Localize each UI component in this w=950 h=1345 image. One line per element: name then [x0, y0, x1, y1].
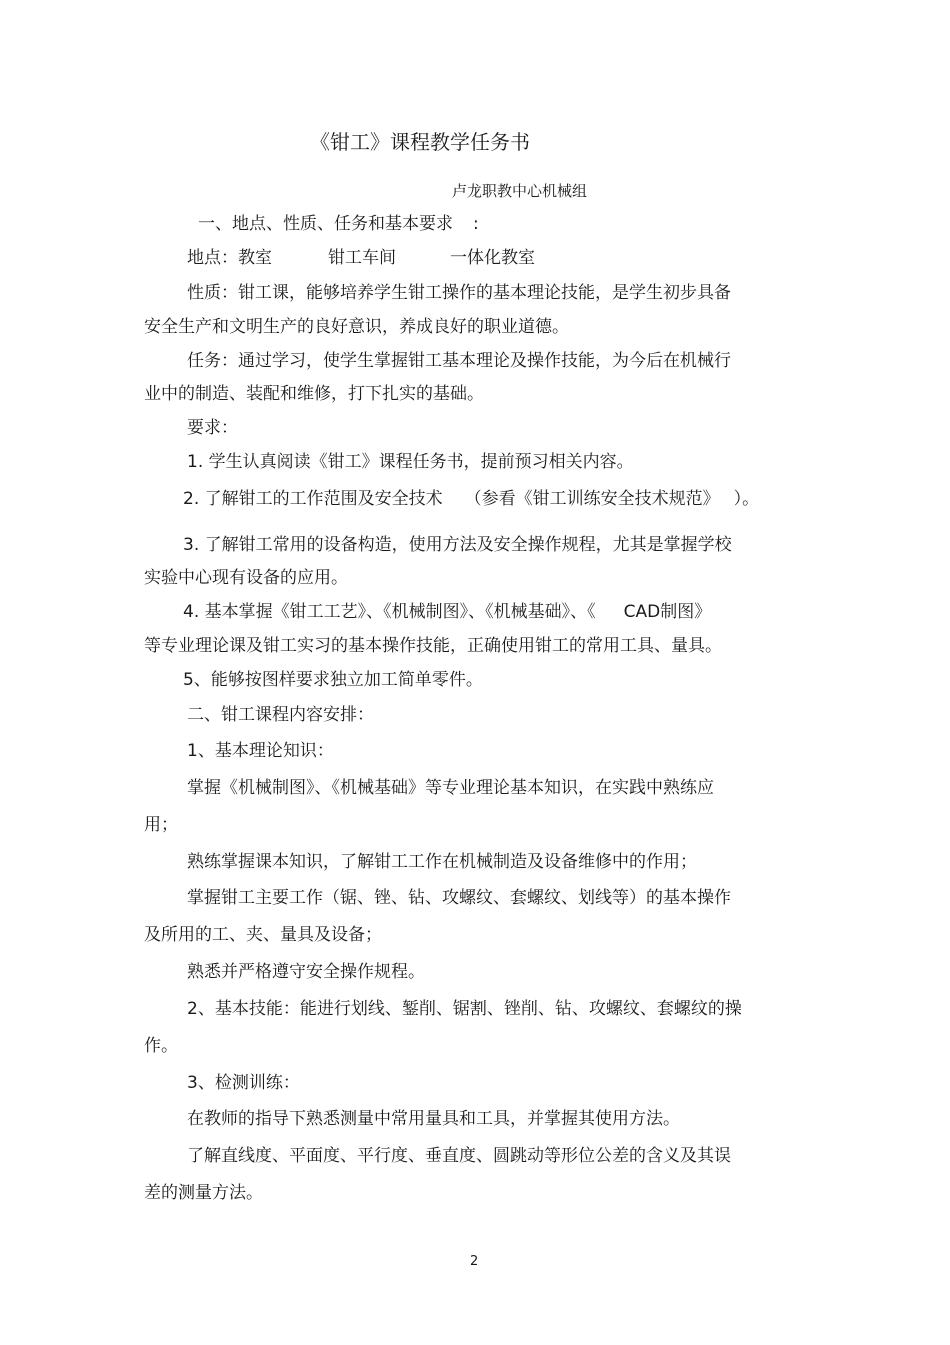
requirement-2 [183, 488, 759, 510]
requirement-3-line-1: 3. 了解钳工常用的设备构造，使用方法及安全操作规程，尤其是掌握学校 [183, 535, 732, 555]
requirement-3-line-2: 实验中心现有设备的应用。 [144, 568, 348, 588]
paragraph-6-line-2: 差的测量方法。 [144, 1183, 263, 1203]
document-title: 《钳工》课程教学任务书 [310, 130, 530, 154]
section2-heading: 二、钳工课程内容安排： [187, 705, 374, 725]
paragraph-5: 在教师的指导下熟悉测量中常用量具和工具，并掌握其使用方法。 [187, 1109, 680, 1129]
section1-heading [198, 213, 479, 235]
place-workshop: 钳工车间 [328, 248, 396, 268]
paragraph-1-line-2: 用； [144, 815, 178, 835]
paragraph-6-line-1: 了解直线度、平面度、平行度、垂直度、圆跳动等形位公差的含义及其误 [187, 1146, 731, 1166]
subsection-1-heading: 1、基本理论知识： [187, 741, 334, 761]
requirement-4-line-2: 等专业理论课及钳工实习的基本操作技能，正确使用钳工的常用工具、量具。 [144, 636, 722, 656]
requirements-label: 要求： [187, 418, 238, 438]
subsection-3-heading: 3、检测训练： [187, 1073, 300, 1093]
place-label: 地点：教室 [187, 248, 272, 268]
subsection-2-line-2: 作。 [144, 1036, 178, 1056]
section1-heading-colon: : [473, 214, 479, 234]
subsection-2-line-1: 2、基本技能：能进行划线、錾削、锯割、锉削、钻、攻螺纹、套螺纹的操 [187, 999, 742, 1019]
page-number: 2 [470, 1254, 479, 1269]
requirement-4-text: 4. 基本掌握《钳工工艺》、《机械制图》、《机械基础》、《 [183, 602, 596, 622]
place-classroom: 一体化教室 [450, 248, 535, 268]
task-line-1: 任务：通过学习，使学生掌握钳工基本理论及操作技能，为今后在机械行 [187, 351, 731, 371]
requirement-1: 1. 学生认真阅读《钳工》课程任务书，提前预习相关内容。 [187, 452, 634, 472]
requirement-2-end: ）。 [733, 489, 760, 509]
requirement-5: 5、能够按图样要求独立加工简单零件。 [183, 670, 483, 690]
nature-line-1: 性质：钳工课，能够培养学生钳工操作的基本理论技能，是学生初步具备 [187, 283, 731, 303]
requirement-2-reference: （参看《钳工训练安全技术规范》 [464, 489, 720, 509]
paragraph-1-line-1: 掌握《机械制图》、《机械基础》等专业理论基本知识，在实践中熟练应 [187, 778, 714, 798]
requirement-4-line-1 [183, 601, 711, 623]
section1-heading-text: 一、地点、性质、任务和基本要求 [198, 214, 453, 234]
paragraph-3-line-1: 掌握钳工主要工作（锯、锉、钻、攻螺纹、套螺纹、划线等）的基本操作 [187, 888, 731, 908]
place-line [187, 247, 535, 269]
organization: 卢龙职教中心机械组 [452, 182, 588, 200]
paragraph-2: 熟练掌握课本知识，了解钳工工作在机械制造及设备维修中的作用； [187, 852, 697, 872]
paragraph-3-line-2: 及所用的工、夹、量具及设备； [144, 925, 382, 945]
requirement-2-text: 2. 了解钳工的工作范围及安全技术 [183, 489, 443, 509]
nature-line-2: 安全生产和文明生产的良好意识，养成良好的职业道德。 [144, 317, 569, 337]
paragraph-4: 熟悉并严格遵守安全操作规程。 [187, 962, 425, 982]
task-line-2: 业中的制造、装配和维修，打下扎实的基础。 [144, 384, 484, 404]
requirement-4-cad: CAD制图》 [623, 602, 712, 622]
